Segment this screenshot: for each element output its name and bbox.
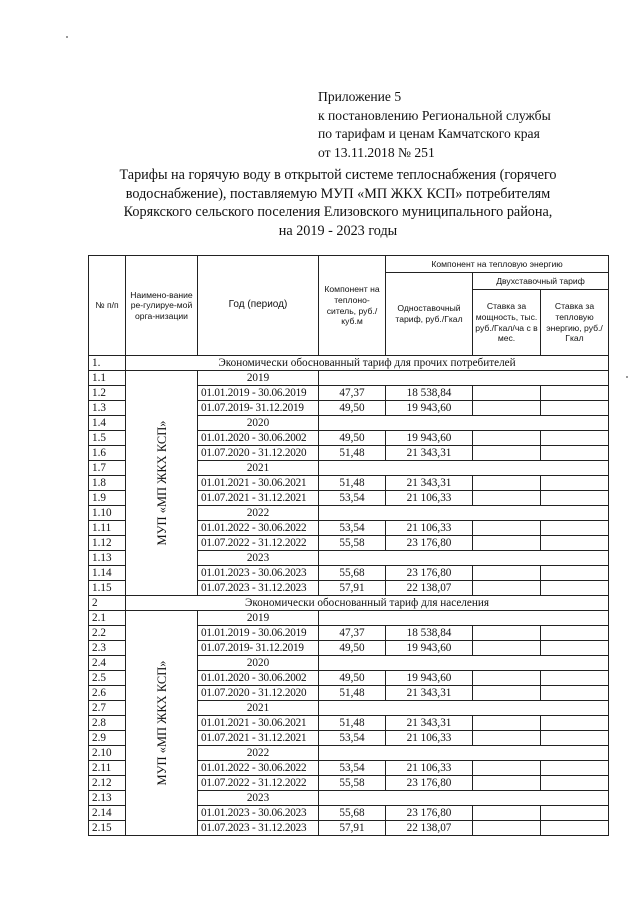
single-rate-value: 19 943,60	[386, 401, 473, 416]
row-number: 2.2	[89, 626, 126, 641]
header-two-part: Двухставочный тариф	[473, 273, 609, 290]
period-cell: 01.07.2020 - 31.12.2020	[198, 686, 319, 701]
title-line: на 2019 - 2023 годы	[278, 222, 398, 239]
appendix-line: Приложение 5	[318, 89, 402, 104]
single-rate-value: 21 343,31	[386, 716, 473, 731]
power-rate-cell	[473, 431, 541, 446]
empty-cell	[319, 416, 609, 431]
energy-rate-cell	[541, 491, 609, 506]
year-label: 2022	[198, 506, 319, 521]
single-rate-value: 21 343,31	[386, 476, 473, 491]
power-rate-cell	[473, 566, 541, 581]
document-title	[90, 166, 586, 240]
row-number: 2.1	[89, 611, 126, 626]
org-cell	[126, 371, 198, 596]
row-number: 2.14	[89, 806, 126, 821]
energy-rate-cell	[541, 476, 609, 491]
year-label: 2019	[198, 371, 319, 386]
scan-speck	[66, 36, 68, 38]
power-rate-cell	[473, 731, 541, 746]
carrier-value: 57,91	[319, 821, 386, 836]
energy-rate-cell	[541, 686, 609, 701]
energy-rate-cell	[541, 761, 609, 776]
energy-rate-cell	[541, 446, 609, 461]
section-row	[89, 356, 609, 371]
row-number: 2.7	[89, 701, 126, 716]
header-energy: Ставка за тепловую энергию, руб./Гкал	[541, 290, 609, 356]
power-rate-cell	[473, 446, 541, 461]
header-single: Одноставочный тариф, руб./Гкал	[386, 273, 473, 356]
header-num: № п/п	[89, 256, 126, 356]
row-number: 1.8	[89, 476, 126, 491]
row-number: 1.14	[89, 566, 126, 581]
empty-cell	[319, 506, 609, 521]
period-cell: 01.07.2023 - 31.12.2023	[198, 581, 319, 596]
period-cell: 01.01.2019 - 30.06.2019	[198, 626, 319, 641]
appendix-line: по тарифам и ценам Камчатского края	[318, 126, 540, 141]
energy-rate-cell	[541, 776, 609, 791]
energy-rate-cell	[541, 821, 609, 836]
energy-rate-cell	[541, 806, 609, 821]
carrier-value: 53,54	[319, 731, 386, 746]
power-rate-cell	[473, 536, 541, 551]
row-number: 1.5	[89, 431, 126, 446]
period-cell: 01.07.2023 - 31.12.2023	[198, 821, 319, 836]
single-rate-value: 21 106,33	[386, 491, 473, 506]
row-number: 2.4	[89, 656, 126, 671]
row-number: 2.5	[89, 671, 126, 686]
period-cell: 01.07.2019- 31.12.2019	[198, 401, 319, 416]
carrier-value: 55,58	[319, 776, 386, 791]
header-thermal: Компонент на тепловую энергию	[386, 256, 609, 273]
power-rate-cell	[473, 761, 541, 776]
header-org: Наимено-вание ре-гулируе-мой орга-низации	[126, 256, 198, 356]
power-rate-cell	[473, 641, 541, 656]
energy-rate-cell	[541, 386, 609, 401]
row-number: 1.12	[89, 536, 126, 551]
year-label: 2020	[198, 656, 319, 671]
empty-cell	[319, 371, 609, 386]
carrier-value: 51,48	[319, 446, 386, 461]
single-rate-value: 22 138,07	[386, 821, 473, 836]
single-rate-value: 18 538,84	[386, 626, 473, 641]
row-number: 1.4	[89, 416, 126, 431]
power-rate-cell	[473, 626, 541, 641]
period-cell: 01.01.2023 - 30.06.2023	[198, 806, 319, 821]
energy-rate-cell	[541, 671, 609, 686]
row-number: 2.10	[89, 746, 126, 761]
row-number: 1.13	[89, 551, 126, 566]
power-rate-cell	[473, 521, 541, 536]
energy-rate-cell	[541, 641, 609, 656]
carrier-value: 53,54	[319, 761, 386, 776]
carrier-value: 55,68	[319, 806, 386, 821]
year-label: 2022	[198, 746, 319, 761]
row-number: 1.9	[89, 491, 126, 506]
scan-speck	[626, 376, 628, 378]
period-cell: 01.07.2019- 31.12.2019	[198, 641, 319, 656]
row-number: 1.1	[89, 371, 126, 386]
org-name: МУП «МП ЖКХ КСП»	[154, 660, 169, 786]
carrier-value: 49,50	[319, 671, 386, 686]
row-number: 1.15	[89, 581, 126, 596]
carrier-value: 49,50	[319, 641, 386, 656]
energy-rate-cell	[541, 716, 609, 731]
empty-cell	[319, 701, 609, 716]
energy-rate-cell	[541, 521, 609, 536]
energy-rate-cell	[541, 431, 609, 446]
section-title: Экономически обоснованный тариф для прочих потребителей	[126, 356, 609, 371]
row-number: 2.9	[89, 731, 126, 746]
power-rate-cell	[473, 716, 541, 731]
year-label: 2021	[198, 461, 319, 476]
period-cell: 01.01.2023 - 30.06.2023	[198, 566, 319, 581]
appendix-line: от 13.11.2018 № 251	[318, 144, 435, 160]
period-cell: 01.01.2019 - 30.06.2019	[198, 386, 319, 401]
row-number: 2.3	[89, 641, 126, 656]
power-rate-cell	[473, 776, 541, 791]
period-cell: 01.01.2021 - 30.06.2021	[198, 716, 319, 731]
section-number: 1.	[89, 356, 126, 371]
period-cell: 01.07.2022 - 31.12.2022	[198, 776, 319, 791]
single-rate-value: 19 943,60	[386, 671, 473, 686]
year-label: 2021	[198, 701, 319, 716]
table-row	[89, 611, 609, 626]
carrier-value: 57,91	[319, 581, 386, 596]
single-rate-value: 19 943,60	[386, 641, 473, 656]
period-cell: 01.07.2022 - 31.12.2022	[198, 536, 319, 551]
table-row	[89, 371, 609, 386]
section-number: 2	[89, 596, 126, 611]
energy-rate-cell	[541, 731, 609, 746]
row-number: 2.13	[89, 791, 126, 806]
empty-cell	[319, 611, 609, 626]
power-rate-cell	[473, 821, 541, 836]
period-cell: 01.07.2021 - 31.12.2021	[198, 731, 319, 746]
single-rate-value: 21 106,33	[386, 731, 473, 746]
single-rate-value: 23 176,80	[386, 536, 473, 551]
carrier-value: 51,48	[319, 716, 386, 731]
carrier-value: 55,68	[319, 566, 386, 581]
year-label: 2020	[198, 416, 319, 431]
carrier-value: 51,48	[319, 686, 386, 701]
carrier-value: 55,58	[319, 536, 386, 551]
title-line: Тарифы на горячую воду в открытой системе теплоснабжения (горячего	[119, 167, 557, 183]
power-rate-cell	[473, 476, 541, 491]
row-number: 1.3	[89, 401, 126, 416]
appendix-line: к постановлению Региональной службы	[318, 107, 551, 123]
org-cell	[126, 611, 198, 836]
tariff-table	[88, 255, 609, 836]
year-label: 2023	[198, 551, 319, 566]
single-rate-value: 19 943,60	[386, 431, 473, 446]
row-number: 2.11	[89, 761, 126, 776]
carrier-value: 47,37	[319, 386, 386, 401]
period-cell: 01.01.2022 - 30.06.2022	[198, 761, 319, 776]
row-number: 1.11	[89, 521, 126, 536]
carrier-value: 47,37	[319, 626, 386, 641]
carrier-value: 51,48	[319, 476, 386, 491]
empty-cell	[319, 551, 609, 566]
section-title: Экономически обоснованный тариф для населения	[126, 596, 609, 611]
energy-rate-cell	[541, 581, 609, 596]
row-number: 1.10	[89, 506, 126, 521]
energy-rate-cell	[541, 626, 609, 641]
period-cell: 01.01.2020 - 30.06.2002	[198, 671, 319, 686]
period-cell: 01.07.2020 - 31.12.2020	[198, 446, 319, 461]
carrier-value: 53,54	[319, 521, 386, 536]
carrier-value: 53,54	[319, 491, 386, 506]
power-rate-cell	[473, 806, 541, 821]
row-number: 1.2	[89, 386, 126, 401]
power-rate-cell	[473, 671, 541, 686]
row-number: 1.7	[89, 461, 126, 476]
appendix-block	[318, 88, 628, 162]
year-label: 2019	[198, 611, 319, 626]
header-power: Ставка за мощность, тыс. руб./Гкал/ча с в мес.	[473, 290, 541, 356]
section-row	[89, 596, 609, 611]
row-number: 2.8	[89, 716, 126, 731]
carrier-value: 49,50	[319, 431, 386, 446]
row-number: 1.6	[89, 446, 126, 461]
row-number: 2.15	[89, 821, 126, 836]
single-rate-value: 21 106,33	[386, 521, 473, 536]
empty-cell	[319, 656, 609, 671]
carrier-value: 49,50	[319, 401, 386, 416]
year-label: 2023	[198, 791, 319, 806]
single-rate-value: 21 343,31	[386, 686, 473, 701]
period-cell: 01.01.2020 - 30.06.2002	[198, 431, 319, 446]
single-rate-value: 21 106,33	[386, 761, 473, 776]
empty-cell	[319, 746, 609, 761]
row-number: 2.12	[89, 776, 126, 791]
header-period: Год (период)	[198, 256, 319, 356]
energy-rate-cell	[541, 566, 609, 581]
period-cell: 01.01.2021 - 30.06.2021	[198, 476, 319, 491]
row-number: 2.6	[89, 686, 126, 701]
header-carrier: Компонент на теплоно-ситель, руб./куб.м	[319, 256, 386, 356]
single-rate-value: 23 176,80	[386, 776, 473, 791]
power-rate-cell	[473, 491, 541, 506]
title-line: водоснабжение), поставляемую МУП «МП ЖКХ КСП» потребителям	[125, 185, 551, 202]
title-line: Корякского сельского поселения Елизовского муниципального района,	[123, 204, 553, 220]
power-rate-cell	[473, 401, 541, 416]
period-cell: 01.07.2021 - 31.12.2021	[198, 491, 319, 506]
single-rate-value: 18 538,84	[386, 386, 473, 401]
energy-rate-cell	[541, 401, 609, 416]
single-rate-value: 21 343,31	[386, 446, 473, 461]
single-rate-value: 23 176,80	[386, 806, 473, 821]
energy-rate-cell	[541, 536, 609, 551]
single-rate-value: 23 176,80	[386, 566, 473, 581]
empty-cell	[319, 461, 609, 476]
org-name: МУП «МП ЖКХ КСП»	[154, 420, 169, 546]
power-rate-cell	[473, 686, 541, 701]
power-rate-cell	[473, 386, 541, 401]
single-rate-value: 22 138,07	[386, 581, 473, 596]
empty-cell	[319, 791, 609, 806]
power-rate-cell	[473, 581, 541, 596]
period-cell: 01.01.2022 - 30.06.2022	[198, 521, 319, 536]
